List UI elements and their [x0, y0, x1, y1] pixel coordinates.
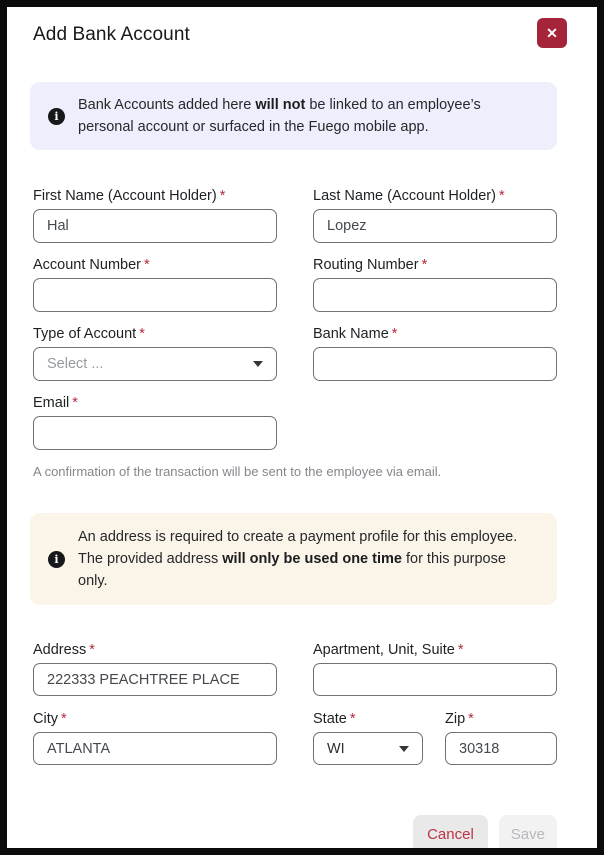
required-asterisk: *	[498, 188, 505, 204]
address-field-group	[33, 640, 277, 696]
zip-label: Zip *	[445, 711, 474, 727]
required-asterisk: *	[421, 257, 428, 273]
city-field-group	[33, 709, 277, 765]
required-asterisk: *	[349, 711, 356, 727]
routing-number-field-group	[313, 255, 557, 312]
address-label: Address *	[33, 642, 95, 658]
email-input[interactable]	[33, 416, 277, 450]
first-name-field-group	[33, 186, 277, 243]
routing-number-input[interactable]	[313, 278, 557, 312]
required-asterisk: *	[144, 257, 150, 273]
zip-field-group	[445, 709, 557, 765]
email-label: Email *	[33, 395, 78, 411]
type-of-account-field-group	[33, 324, 277, 381]
account-number-label: Account Number *	[33, 257, 150, 273]
chevron-down-icon	[399, 746, 409, 752]
cancel-button[interactable]: Cancel	[413, 815, 488, 848]
required-asterisk: *	[72, 395, 78, 411]
state-value: WI	[327, 740, 345, 757]
apartment-label: Apartment, Unit, Suite *	[313, 642, 464, 658]
apartment-input[interactable]	[313, 663, 557, 696]
last-name-field-group	[313, 186, 557, 243]
required-asterisk: *	[219, 188, 226, 204]
save-button[interactable]: Save	[499, 815, 557, 848]
address-input[interactable]	[33, 663, 277, 696]
routing-number-label: Routing Number *	[313, 257, 428, 273]
dialog-footer	[33, 815, 557, 848]
add-bank-account-dialog	[7, 7, 597, 848]
address-info-text: An address is required to create a payment profile for this employee. The provided address will only be used one time for this purpose only.	[78, 529, 518, 589]
required-asterisk: *	[60, 711, 67, 727]
state-label: State *	[313, 711, 356, 727]
required-asterisk: *	[391, 326, 398, 342]
zip-input[interactable]	[445, 732, 557, 765]
info-icon: i	[48, 108, 65, 125]
required-asterisk: *	[139, 326, 145, 342]
required-asterisk: *	[457, 642, 464, 658]
account-number-input[interactable]	[33, 278, 277, 312]
bank-info-text: Bank Accounts added here will not be linked to an employee’s personal account or surfaced in the Fuego mobile app.	[78, 97, 481, 135]
last-name-input[interactable]	[313, 209, 557, 243]
first-name-label: First Name (Account Holder) *	[33, 188, 226, 204]
dialog-title: Add Bank Account	[33, 24, 190, 45]
account-number-field-group	[33, 255, 277, 312]
type-of-account-label: Type of Account *	[33, 326, 145, 342]
chevron-down-icon	[253, 361, 263, 367]
first-name-input[interactable]	[33, 209, 277, 243]
city-label: City *	[33, 711, 67, 727]
bank-info-banner	[30, 82, 557, 150]
info-icon: i	[48, 551, 65, 568]
type-of-account-select[interactable]	[33, 347, 277, 381]
close-icon[interactable]: ✕	[537, 18, 567, 48]
city-input[interactable]	[33, 732, 277, 765]
required-asterisk: *	[468, 711, 474, 727]
address-info-banner	[30, 513, 557, 605]
bank-name-label: Bank Name *	[313, 326, 398, 342]
apartment-field-group	[313, 640, 557, 696]
type-of-account-value: Select ...	[47, 356, 104, 372]
state-select[interactable]	[313, 732, 423, 765]
state-field-group	[313, 709, 423, 765]
bank-name-input[interactable]	[313, 347, 557, 381]
email-helper-text: A confirmation of the transaction will be sent to the employee via email.	[33, 464, 442, 479]
email-field-group	[33, 393, 277, 450]
last-name-label: Last Name (Account Holder) *	[313, 188, 505, 204]
required-asterisk: *	[89, 642, 95, 658]
bank-name-field-group	[313, 324, 557, 381]
